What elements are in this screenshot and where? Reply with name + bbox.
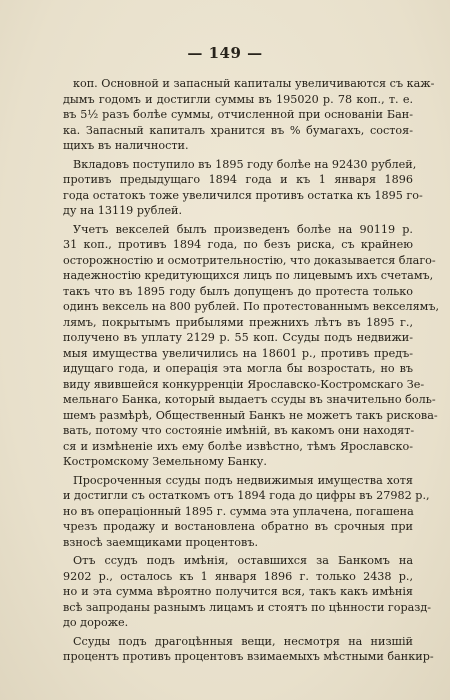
text-line: надежностію кредитующихся лицъ по лицевымъ ихъ счетамъ, [63, 269, 434, 282]
text-line: чрезъ продажу и востановлена обратно въ срочныя при [63, 520, 413, 533]
text-line: Просроченныя ссуды подъ недвижимыя имущества хотя [73, 473, 413, 487]
text-line: Костромскому Земельному Банку. [63, 455, 267, 468]
paragraph [63, 76, 435, 154]
text-line: но и эта сумма вѣроятно получится вся, такъ какъ имѣнія [63, 585, 413, 598]
text-line: и достигли съ остаткомъ отъ 1894 года до цифры въ 27982 р., [63, 489, 430, 502]
text-line: 9202 р., осталось къ 1 января 1896 г. только 2438 р., [63, 569, 413, 583]
text-line: взносѣ заемщиками процентовъ. [63, 535, 259, 549]
paragraph [63, 222, 440, 470]
text-line: идущаго года, и операція эта могла бы возростать, но въ [63, 362, 413, 375]
text-line: ка. Запасный капиталъ хранится въ % бумагахъ, состоя- [63, 123, 413, 137]
text-line: Учетъ векселей былъ произведенъ болѣе на 90119 р. [73, 222, 413, 236]
paragraph [63, 634, 434, 665]
text-line: виду явившейся конкурренціи Ярославско-Костромскаго Зе- [63, 377, 425, 391]
text-line: дымъ годомъ и достигли суммы въ 195020 р. 78 коп., т. е. [63, 92, 413, 106]
text-line: но въ операціонный 1895 г. сумма эта уплачена, погашена [63, 504, 414, 518]
text-line: въ 5½ разъ болѣе суммы, отчисленной при основаніи Бан- [63, 108, 413, 121]
text-line: шемъ размѣрѣ, Общественный Банкъ не можетъ такъ рискова- [63, 408, 438, 422]
text-line: противъ предыдущаго 1894 года и къ 1 января 1896 [63, 173, 413, 186]
text-line: щихъ въ наличности. [63, 139, 189, 152]
text-line: лямъ, покрытымъ прибылями прежнихъ лѣтъ въ 1895 г., [63, 315, 413, 329]
text-line: коп. Основной и запасный капиталы увеличиваются съ каж- [73, 77, 435, 90]
text-line: мыя имущества увеличились на 18601 р., противъ предъ- [63, 346, 413, 360]
text-line: Ссуды подъ драгоцѣнныя вещи, несмотря на низшій [73, 634, 413, 648]
paragraph [63, 157, 423, 219]
text-line: до дороже. [63, 616, 129, 629]
paragraph [63, 473, 430, 551]
body-text [63, 76, 440, 665]
text-line: такъ что въ 1895 году былъ допущенъ до протеста только [63, 284, 413, 298]
text-line: осторожностію и осмотрительностію, что доказывается благо- [63, 253, 436, 267]
text-line: ду на 13119 рублей. [63, 204, 183, 217]
text-line: вать, потому что состояніе имѣній, въ какомъ они находят- [63, 424, 415, 437]
text-line: всѣ запроданы разнымъ лицамъ и стоятъ по цѣнности горазд- [63, 600, 432, 614]
paragraph [63, 553, 432, 631]
text-line: года остатокъ тоже увеличился противъ остатка къ 1895 го- [63, 188, 423, 202]
text-line: Вкладовъ поступило въ 1895 году болѣе на 92430 рублей, [73, 157, 417, 171]
page-number: — 149 — [187, 44, 263, 62]
text-line: Отъ ссудъ подъ имѣнія, оставшихся за Банкомъ на [73, 554, 413, 567]
text-line: мельнаго Банка, который выдаетъ ссуды въ значительно боль- [63, 393, 436, 406]
text-line: одинъ вексель на 800 рублей. По протестованнымъ векселямъ, [63, 300, 440, 313]
text-line: 31 коп., противъ 1894 года, по безъ риска, съ крайнею [63, 238, 413, 251]
text-line: процентъ противъ процентовъ взимаемыхъ мѣстными банкир- [63, 650, 434, 663]
text-line: получено въ уплату 2129 р. 55 коп. Ссуды подъ недвижи- [63, 331, 413, 344]
text-line: ся и измѣненіе ихъ ему болѣе извѣстно, тѣмъ Ярославско- [63, 439, 413, 453]
